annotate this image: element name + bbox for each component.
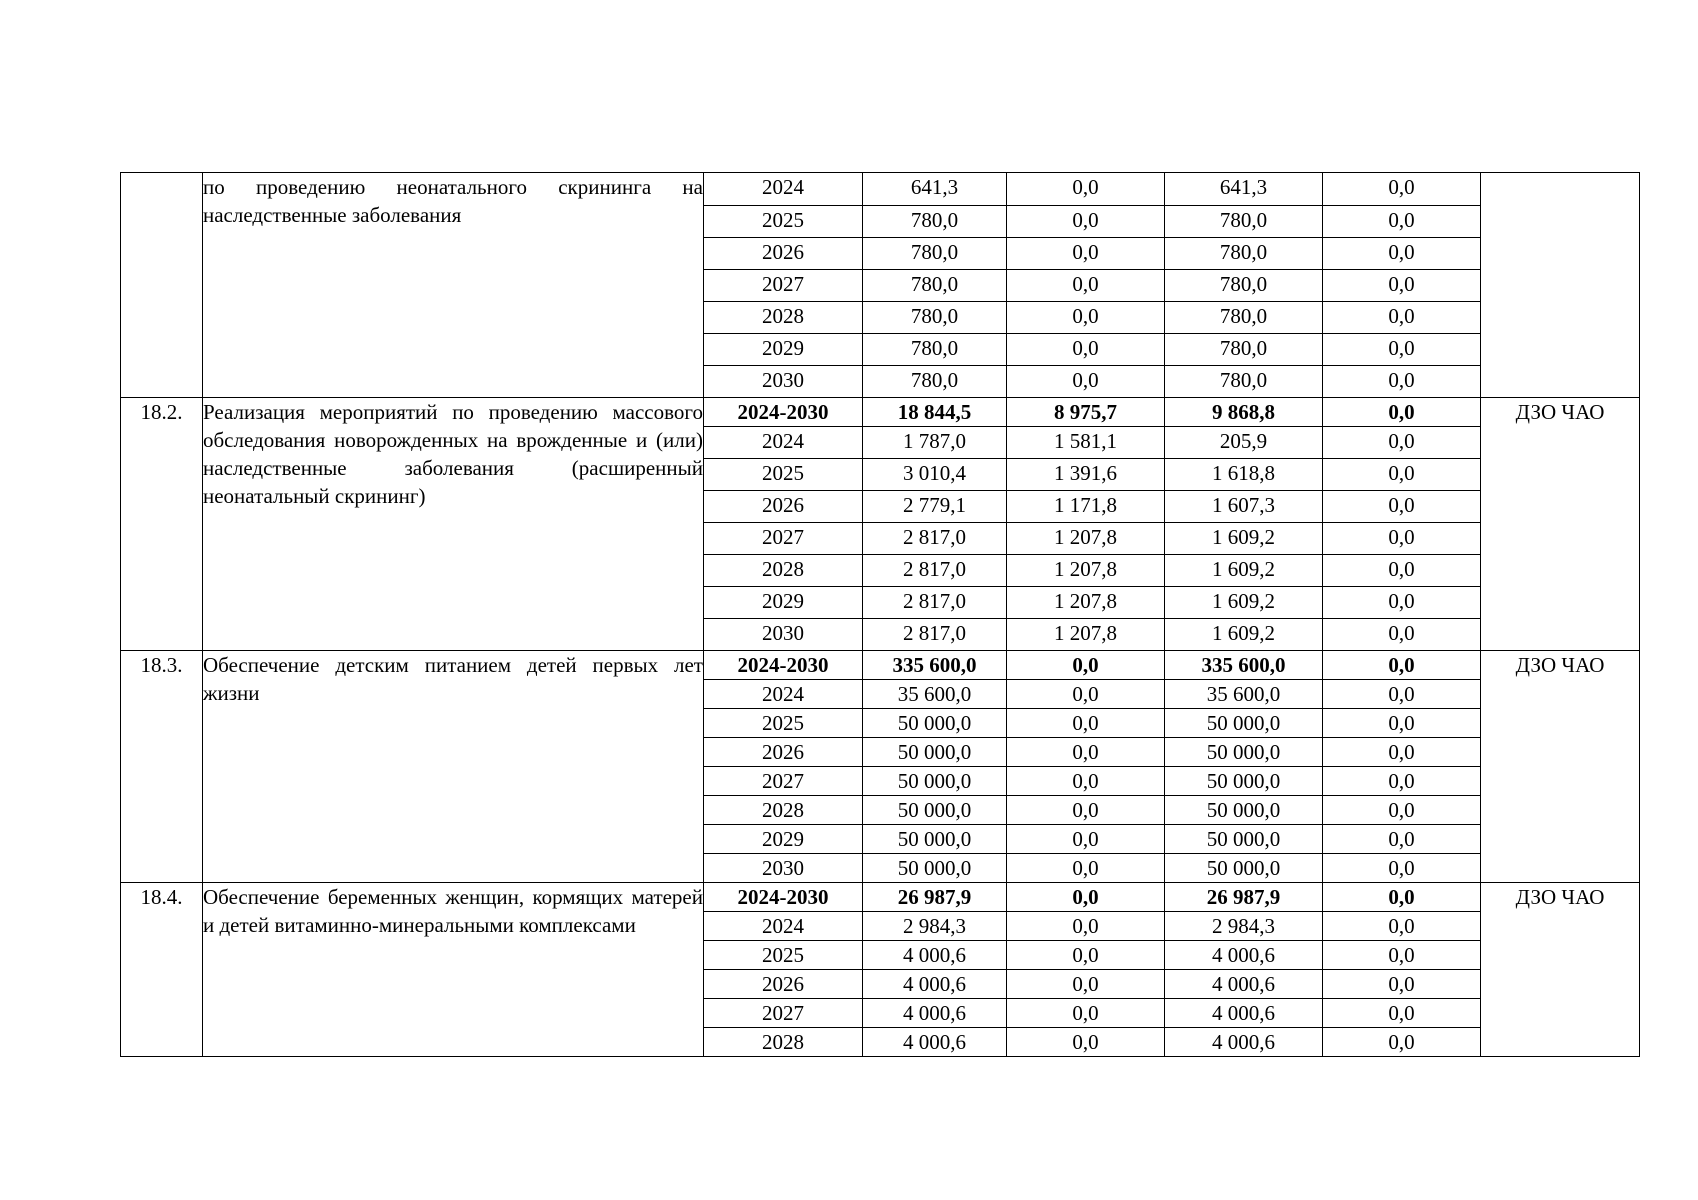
regional-cell: 1 609,2 — [1165, 619, 1323, 651]
year-cell: 2029 — [704, 587, 863, 619]
other-cell: 0,0 — [1323, 173, 1481, 206]
total-cell: 50 000,0 — [863, 825, 1007, 854]
federal-cell: 1 391,6 — [1007, 459, 1165, 491]
year-cell: 2024-2030 — [704, 883, 863, 912]
total-cell: 2 817,0 — [863, 523, 1007, 555]
other-cell: 0,0 — [1323, 206, 1481, 238]
total-cell: 335 600,0 — [863, 651, 1007, 680]
item-description: Реализация мероприятий по проведению массового обследования новорожденных на врожденные и (или) наследственные заболевания (расширенный неонатальный скрининг) — [203, 398, 704, 651]
other-cell: 0,0 — [1323, 970, 1481, 999]
year-cell: 2024-2030 — [704, 651, 863, 680]
federal-cell: 1 207,8 — [1007, 555, 1165, 587]
regional-cell: 1 609,2 — [1165, 523, 1323, 555]
total-cell: 2 817,0 — [863, 619, 1007, 651]
federal-cell: 0,0 — [1007, 270, 1165, 302]
year-cell: 2026 — [704, 738, 863, 767]
other-cell: 0,0 — [1323, 555, 1481, 587]
year-cell: 2026 — [704, 238, 863, 270]
regional-cell: 4 000,6 — [1165, 1028, 1323, 1057]
year-cell: 2025 — [704, 709, 863, 738]
total-cell: 50 000,0 — [863, 709, 1007, 738]
regional-cell: 780,0 — [1165, 238, 1323, 270]
regional-cell: 35 600,0 — [1165, 680, 1323, 709]
regional-cell: 50 000,0 — [1165, 738, 1323, 767]
regional-cell: 1 609,2 — [1165, 587, 1323, 619]
other-cell: 0,0 — [1323, 941, 1481, 970]
regional-cell: 4 000,6 — [1165, 941, 1323, 970]
other-cell: 0,0 — [1323, 680, 1481, 709]
federal-cell: 0,0 — [1007, 238, 1165, 270]
regional-cell: 1 607,3 — [1165, 491, 1323, 523]
federal-cell: 0,0 — [1007, 883, 1165, 912]
regional-cell: 205,9 — [1165, 427, 1323, 459]
other-cell: 0,0 — [1323, 427, 1481, 459]
other-cell: 0,0 — [1323, 491, 1481, 523]
total-cell: 4 000,6 — [863, 999, 1007, 1028]
year-cell: 2030 — [704, 854, 863, 883]
federal-cell: 0,0 — [1007, 1028, 1165, 1057]
other-cell: 0,0 — [1323, 796, 1481, 825]
total-cell: 50 000,0 — [863, 738, 1007, 767]
federal-cell: 0,0 — [1007, 206, 1165, 238]
total-row — [121, 651, 1640, 680]
item-description: по проведению неонатального скрининга на наследственные заболевания — [203, 173, 704, 398]
other-cell: 0,0 — [1323, 738, 1481, 767]
regional-cell: 641,3 — [1165, 173, 1323, 206]
federal-cell: 0,0 — [1007, 709, 1165, 738]
total-cell: 4 000,6 — [863, 970, 1007, 999]
regional-cell: 50 000,0 — [1165, 854, 1323, 883]
year-cell: 2024-2030 — [704, 398, 863, 427]
year-cell: 2025 — [704, 941, 863, 970]
funding-table — [120, 172, 1640, 1057]
other-cell: 0,0 — [1323, 270, 1481, 302]
other-cell: 0,0 — [1323, 366, 1481, 398]
year-cell: 2025 — [704, 206, 863, 238]
year-cell: 2027 — [704, 767, 863, 796]
year-cell: 2028 — [704, 555, 863, 587]
year-cell: 2025 — [704, 459, 863, 491]
regional-cell: 4 000,6 — [1165, 970, 1323, 999]
federal-cell: 1 171,8 — [1007, 491, 1165, 523]
year-cell: 2024 — [704, 680, 863, 709]
year-cell: 2028 — [704, 1028, 863, 1057]
federal-cell: 0,0 — [1007, 825, 1165, 854]
responsible-executor: ДЗО ЧАО — [1481, 883, 1640, 1057]
item-number: 18.2. — [121, 398, 203, 651]
regional-cell: 335 600,0 — [1165, 651, 1323, 680]
total-cell: 50 000,0 — [863, 767, 1007, 796]
regional-cell: 780,0 — [1165, 206, 1323, 238]
year-cell: 2026 — [704, 970, 863, 999]
federal-cell: 1 207,8 — [1007, 523, 1165, 555]
regional-cell: 780,0 — [1165, 366, 1323, 398]
item-description: Обеспечение беременных женщин, кормящих матерей и детей витаминно-минеральными комплексами — [203, 883, 704, 1057]
total-cell: 780,0 — [863, 238, 1007, 270]
other-cell: 0,0 — [1323, 1028, 1481, 1057]
year-row — [121, 173, 1640, 206]
other-cell: 0,0 — [1323, 238, 1481, 270]
other-cell: 0,0 — [1323, 523, 1481, 555]
item-number: 18.4. — [121, 883, 203, 1057]
year-cell: 2024 — [704, 912, 863, 941]
regional-cell: 4 000,6 — [1165, 999, 1323, 1028]
total-cell: 2 779,1 — [863, 491, 1007, 523]
regional-cell: 50 000,0 — [1165, 796, 1323, 825]
other-cell: 0,0 — [1323, 334, 1481, 366]
other-cell: 0,0 — [1323, 854, 1481, 883]
regional-cell: 26 987,9 — [1165, 883, 1323, 912]
total-cell: 50 000,0 — [863, 854, 1007, 883]
total-cell: 4 000,6 — [863, 941, 1007, 970]
federal-cell: 0,0 — [1007, 941, 1165, 970]
year-cell: 2027 — [704, 523, 863, 555]
other-cell: 0,0 — [1323, 825, 1481, 854]
total-cell: 780,0 — [863, 206, 1007, 238]
federal-cell: 0,0 — [1007, 999, 1165, 1028]
total-cell: 780,0 — [863, 334, 1007, 366]
item-number — [121, 173, 203, 398]
federal-cell: 1 581,1 — [1007, 427, 1165, 459]
regional-cell: 1 618,8 — [1165, 459, 1323, 491]
federal-cell: 0,0 — [1007, 173, 1165, 206]
federal-cell: 0,0 — [1007, 738, 1165, 767]
other-cell: 0,0 — [1323, 651, 1481, 680]
regional-cell: 2 984,3 — [1165, 912, 1323, 941]
total-cell: 1 787,0 — [863, 427, 1007, 459]
federal-cell: 0,0 — [1007, 651, 1165, 680]
total-row — [121, 398, 1640, 427]
federal-cell: 0,0 — [1007, 334, 1165, 366]
total-cell: 35 600,0 — [863, 680, 1007, 709]
other-cell: 0,0 — [1323, 302, 1481, 334]
total-cell: 26 987,9 — [863, 883, 1007, 912]
other-cell: 0,0 — [1323, 398, 1481, 427]
total-cell: 18 844,5 — [863, 398, 1007, 427]
year-cell: 2030 — [704, 366, 863, 398]
regional-cell: 9 868,8 — [1165, 398, 1323, 427]
year-cell: 2027 — [704, 999, 863, 1028]
total-cell: 50 000,0 — [863, 796, 1007, 825]
responsible-executor: ДЗО ЧАО — [1481, 398, 1640, 651]
other-cell: 0,0 — [1323, 767, 1481, 796]
total-cell: 2 817,0 — [863, 587, 1007, 619]
regional-cell: 780,0 — [1165, 334, 1323, 366]
item-number: 18.3. — [121, 651, 203, 883]
year-cell: 2028 — [704, 796, 863, 825]
year-cell: 2030 — [704, 619, 863, 651]
federal-cell: 1 207,8 — [1007, 619, 1165, 651]
other-cell: 0,0 — [1323, 912, 1481, 941]
table-body — [121, 173, 1640, 1057]
regional-cell: 780,0 — [1165, 270, 1323, 302]
year-cell: 2029 — [704, 825, 863, 854]
federal-cell: 0,0 — [1007, 767, 1165, 796]
total-cell: 780,0 — [863, 270, 1007, 302]
year-cell: 2024 — [704, 173, 863, 206]
total-cell: 2 817,0 — [863, 555, 1007, 587]
year-cell: 2026 — [704, 491, 863, 523]
other-cell: 0,0 — [1323, 883, 1481, 912]
regional-cell: 50 000,0 — [1165, 767, 1323, 796]
total-cell: 3 010,4 — [863, 459, 1007, 491]
total-row — [121, 883, 1640, 912]
item-description: Обеспечение детским питанием детей первых лет жизни — [203, 651, 704, 883]
year-cell: 2024 — [704, 427, 863, 459]
federal-cell: 0,0 — [1007, 854, 1165, 883]
other-cell: 0,0 — [1323, 999, 1481, 1028]
other-cell: 0,0 — [1323, 587, 1481, 619]
other-cell: 0,0 — [1323, 709, 1481, 738]
federal-cell: 8 975,7 — [1007, 398, 1165, 427]
total-cell: 641,3 — [863, 173, 1007, 206]
regional-cell: 50 000,0 — [1165, 709, 1323, 738]
responsible-executor — [1481, 173, 1640, 398]
federal-cell: 1 207,8 — [1007, 587, 1165, 619]
regional-cell: 1 609,2 — [1165, 555, 1323, 587]
total-cell: 4 000,6 — [863, 1028, 1007, 1057]
federal-cell: 0,0 — [1007, 366, 1165, 398]
regional-cell: 780,0 — [1165, 302, 1323, 334]
regional-cell: 50 000,0 — [1165, 825, 1323, 854]
responsible-executor: ДЗО ЧАО — [1481, 651, 1640, 883]
year-cell: 2028 — [704, 302, 863, 334]
federal-cell: 0,0 — [1007, 680, 1165, 709]
federal-cell: 0,0 — [1007, 796, 1165, 825]
federal-cell: 0,0 — [1007, 302, 1165, 334]
total-cell: 780,0 — [863, 366, 1007, 398]
other-cell: 0,0 — [1323, 619, 1481, 651]
other-cell: 0,0 — [1323, 459, 1481, 491]
year-cell: 2029 — [704, 334, 863, 366]
year-cell: 2027 — [704, 270, 863, 302]
total-cell: 2 984,3 — [863, 912, 1007, 941]
total-cell: 780,0 — [863, 302, 1007, 334]
federal-cell: 0,0 — [1007, 912, 1165, 941]
federal-cell: 0,0 — [1007, 970, 1165, 999]
